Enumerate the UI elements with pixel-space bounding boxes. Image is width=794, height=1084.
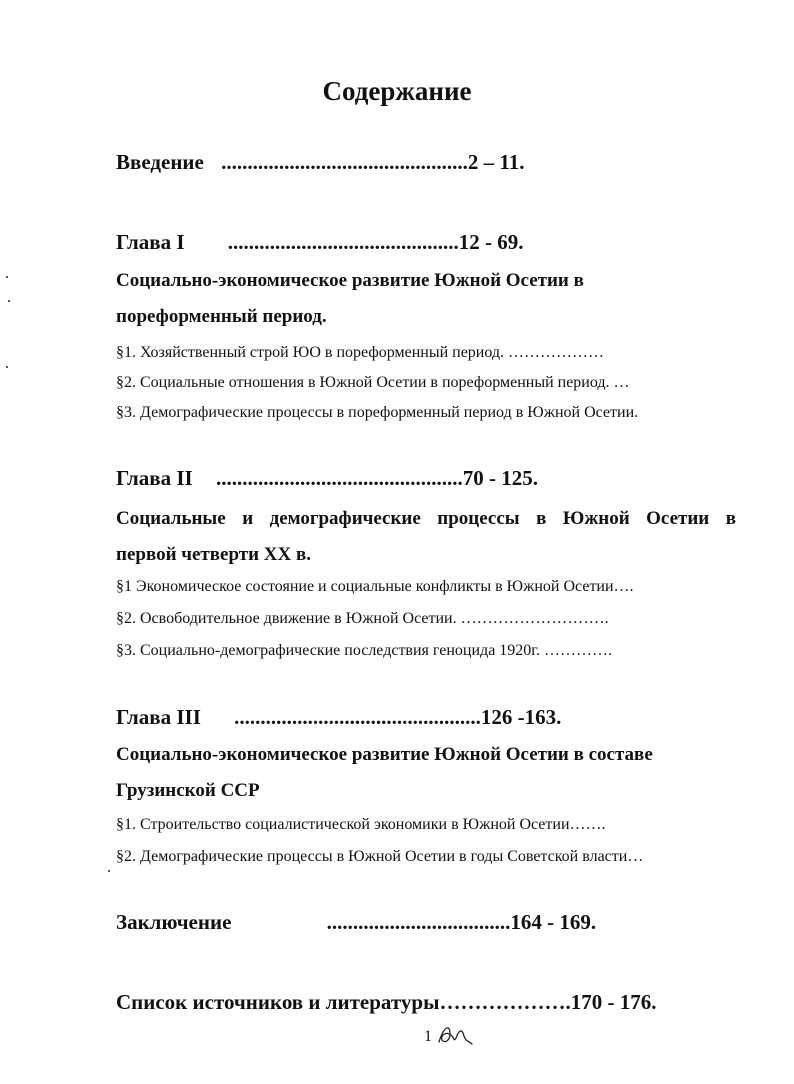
toc-sources [116,990,657,1015]
chapter-2-section-1: §1 Экономическое состояние и социальные конфликты в Южной Осетии…. [116,578,634,595]
chapter-1-heading-line-1: Социально-экономическое развитие Южной Осетии в [116,270,584,291]
toc-conclusion [116,910,596,935]
toc-chapter-2-dots: ...............................................70 - 125. [215,466,538,490]
scan-speck [6,276,8,278]
chapter-3-heading-line-1: Социально-экономическое развитие Южной Осетии в составе [116,744,653,765]
toc-chapter-3 [116,705,561,730]
chapter-3-heading-line-2: Грузинской ССР [116,780,260,801]
chapter-2-section-2: §2. Освободительное движение в Южной Осетии. ………………………. [116,610,609,627]
chapter-2-heading-line-1: Социальные и демографические процессы в Южной Осетии в [116,508,736,529]
toc-sources-label: Список источников и литературы [116,990,440,1014]
chapter-3-section-1: §1. Строительство социалистической экономики в Южной Осетии……. [116,816,606,833]
toc-intro-dots: ...............................................2 – 11. [221,150,525,174]
chapter-1-section-2: §2. Социальные отношения в Южной Осетии в пореформенный период. … [116,374,630,391]
toc-sources-dots: ……………….170 - 176. [439,990,657,1014]
chapter-3-section-2: §2. Демографические процессы в Южной Осетии в годы Советской власти… [116,848,644,865]
toc-chapter-1-dots: ............................................12 - 69. [227,230,524,254]
toc-conclusion-dots: ...................................164 - 169. [326,910,597,934]
chapter-2-section-3: §3. Социально-демографические последствия геноцида 1920г. …………. [116,642,613,659]
scan-speck [8,300,10,302]
toc-intro [116,150,524,175]
page-title: Содержание [322,76,472,106]
toc-chapter-3-dots: ...............................................126 -163. [234,705,562,729]
page-number: 1 [424,1028,432,1045]
toc-chapter-1 [116,230,524,255]
chapter-1-heading-line-2: пореформенный период. [116,306,327,327]
toc-chapter-3-label: Глава III [116,705,201,729]
scan-speck [108,870,110,872]
toc-chapter-2-label: Глава II [116,466,193,490]
chapter-1-section-3: §3. Демографические процессы в пореформенный период в Южной Осетии. [116,404,639,421]
handwritten-initial [436,1022,476,1048]
chapter-1-section-1: §1. Хозяйственный строй ЮО в пореформенный период. ……………… [116,344,605,361]
toc-chapter-1-label: Глава I [116,230,185,254]
toc-conclusion-label: Заключение [116,910,232,934]
scan-speck [6,366,8,368]
toc-chapter-2 [116,466,538,491]
toc-intro-label: Введение [116,150,204,174]
chapter-2-heading-line-2: первой четверти ХХ в. [116,544,312,565]
